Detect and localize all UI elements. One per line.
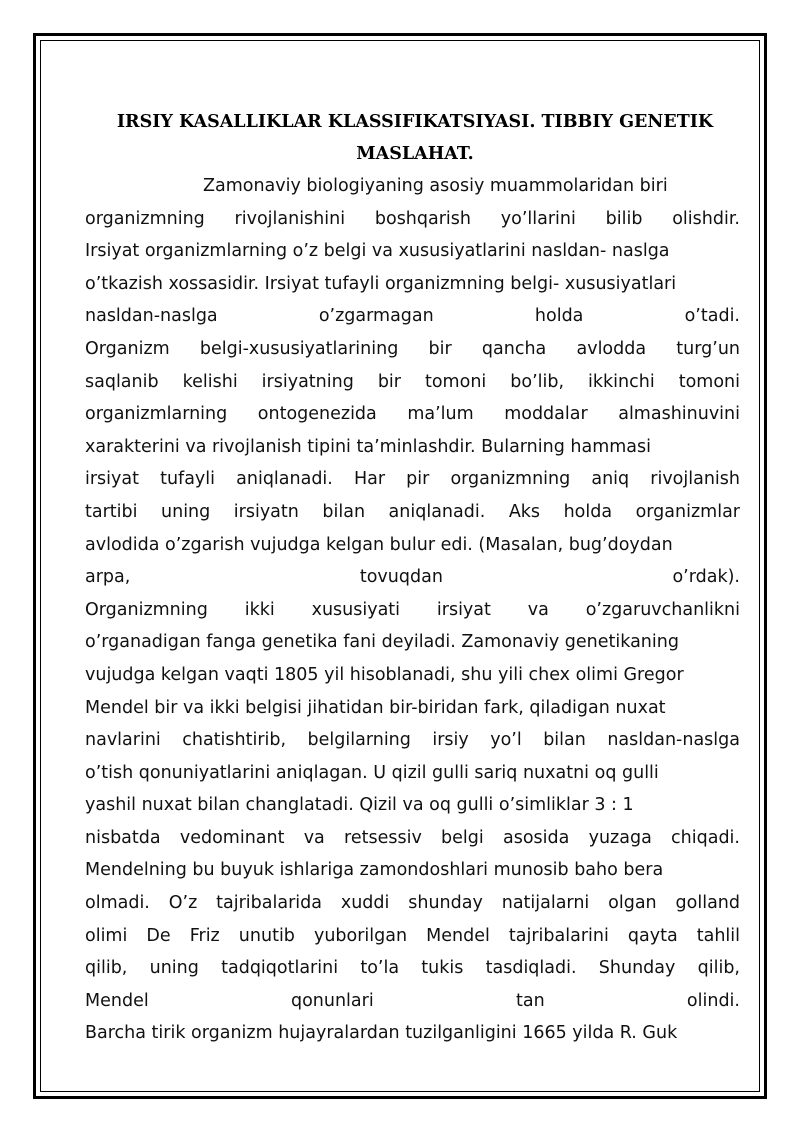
text-line: qilib, uning tadqiqotlarini to’la tukis tasdiqladi. Shunday qilib, [85,958,740,979]
text-line: Mendelning bu buyuk ishlariga zamondoshlari munosib baho bera [85,860,664,881]
text-line: vujudga kelgan vaqti 1805 yil hisoblanadi, shu yili chex olimi Gregor [85,664,684,685]
text-line: Mendel bir va ikki belgisi jihatidan bir-biridan fark, qiladigan nuxat [85,697,666,718]
text-line: saqlanib kelishi irsiyatning bir tomoni bo’lib, ikkinchi tomoni [85,371,740,392]
text-line: arpa, tovuqdan o’rdak). [85,567,740,588]
text-line: Irsiyat organizmlarning o’z belgi va xususiyatlarini nasldan- naslga [85,241,670,262]
text-line: navlarini chatishtirib, belgilarning irsiy yo’l bilan nasldan-naslga [85,730,740,751]
text-line: nasldan-naslga o’zgarmagan holda o’tadi. [85,306,740,327]
text-line: olmadi. O’z tajribalarida xuddi shunday natijalarni olgan golland [85,893,740,914]
text-line: Barcha tirik organizm hujayralardan tuzilganligini 1665 yilda R. Guk [85,1023,678,1044]
text-line: olimi De Friz unutib yuborilgan Mendel tajribalarini qayta tahlil [85,925,740,946]
text-line: Organizmning ikki xususiyati irsiyat va o’zgaruvchanlikni [85,599,740,620]
title-line-1: IRSIY KASALLIKLAR KLASSIFIKATSIYASI. TIBBIY GENETIK [116,112,714,132]
text-line: xarakterini va rivojlanish tipini ta’minlashdir. Bularning hammasi [85,436,652,457]
text-line: Zamonaviy biologiyaning asosiy muammolaridan biri [203,176,668,196]
text-line: organizmning rivojlanishini boshqarish yo’llarini bilib olishdir. [85,208,740,229]
text-line: tartibi uning irsiyatn bilan aniqlanadi. Aks holda organizmlar [85,501,740,522]
text-line: yashil nuxat bilan changlatadi. Qizil va oq gulli o’simliklar 3 : 1 [85,795,634,816]
text-line: o’tkazish xossasidir. Irsiyat tufayli organizmning belgi- xususiyatlari [85,273,677,294]
text-line: nisbatda vedominant va retsessiv belgi asosida yuzaga chiqadi. [85,827,740,848]
body-text [85,170,740,1050]
document-title [80,106,750,170]
text-line: organizmlarning ontogenezida ma’lum moddalar almashinuvini [85,404,740,425]
text-line: avlodida o’zgarish vujudga kelgan bulur edi. (Masalan, bug’doydan [85,534,673,555]
text-line: o’rganadigan fanga genetika fani deyiladi. Zamonaviy genetikaning [85,632,679,653]
text-line: Organizm belgi-xususiyatlarining bir qancha avlodda turg’un [85,338,740,359]
text-line: irsiyat tufayli aniqlanadi. Har pir organizmning aniq rivojlanish [85,469,740,490]
text-line: o’tish qonuniyatlarini aniqlagan. U qizil gulli sariq nuxatni oq gulli [85,762,659,783]
text-line: Mendel qonunlari tan olindi. [85,990,740,1011]
title-line-2: MASLAHAT. [356,144,474,164]
